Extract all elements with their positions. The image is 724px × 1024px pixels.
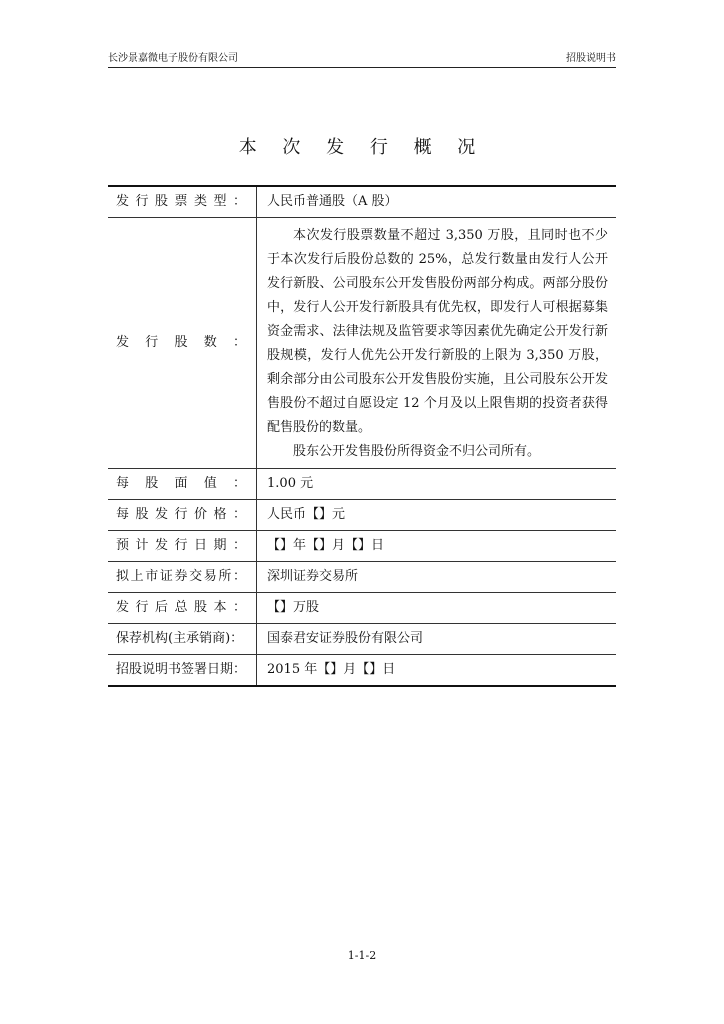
page-title: 本 次 发 行 概 况 <box>238 137 486 158</box>
row-label: 保荐机构(主承销商)： <box>108 624 257 655</box>
share-count-note: 股东公开发售股份所得资金不归公司所有。 <box>293 444 541 459</box>
table-row <box>108 500 616 531</box>
header-company: 长沙景嘉微电子股份有限公司 <box>108 53 238 64</box>
row-value: 1.00 元 <box>257 469 616 500</box>
table-row <box>108 469 616 500</box>
row-label: 预计发行日期： <box>108 531 257 562</box>
row-label: 发行后总股本： <box>108 593 257 624</box>
header-rule <box>108 67 616 68</box>
row-value: 深圳证券交易所 <box>257 562 616 593</box>
header-doc-type: 招股说明书 <box>566 53 616 64</box>
row-value <box>257 218 616 469</box>
table-row <box>108 531 616 562</box>
share-count-paragraph: 本次发行股票数量不超过 3,350 万股，且同时也不少于本次发行后股份总数的 25%，总发行数量由发行人公开发行新股、公司股东公开发售股份两部分构成。两部分股份中，发行人公开发行新股具有优先权，即发行人可根据募集资金需求、法律法规及监管要求等因素优先确定公开发行新股规模，发行人优先公开发行新股的上限为 3,350 万股，剩余部分由公司股东公开发售股份实施，且公司股东公开发售股份不超过自愿设定 12 个月及以上限售期的投资者获得配售股份的数量。 <box>267 228 608 435</box>
row-value: 【】万股 <box>257 593 616 624</box>
row-label: 每股发行价格： <box>108 500 257 531</box>
table-row <box>108 186 616 218</box>
row-value: 【】年【】月【】日 <box>257 531 616 562</box>
table-row <box>108 624 616 655</box>
table-row <box>108 218 616 469</box>
row-label: 发行股数： <box>108 218 257 469</box>
page-number: 1-1-2 <box>347 949 377 962</box>
row-value: 人民币【】元 <box>257 500 616 531</box>
table-row <box>108 655 616 687</box>
row-label: 每股面值： <box>108 469 257 500</box>
table-row <box>108 593 616 624</box>
page-header <box>108 52 616 66</box>
row-label: 发行股票类型： <box>108 186 257 218</box>
row-value: 国泰君安证券股份有限公司 <box>257 624 616 655</box>
offering-summary-table <box>108 185 616 687</box>
row-value: 2015 年【】月【】日 <box>257 655 616 687</box>
row-value: 人民币普通股（A 股） <box>267 194 398 209</box>
row-label: 拟上市证券交易所： <box>108 562 257 593</box>
table-row <box>108 562 616 593</box>
row-label: 招股说明书签署日期： <box>108 655 257 687</box>
